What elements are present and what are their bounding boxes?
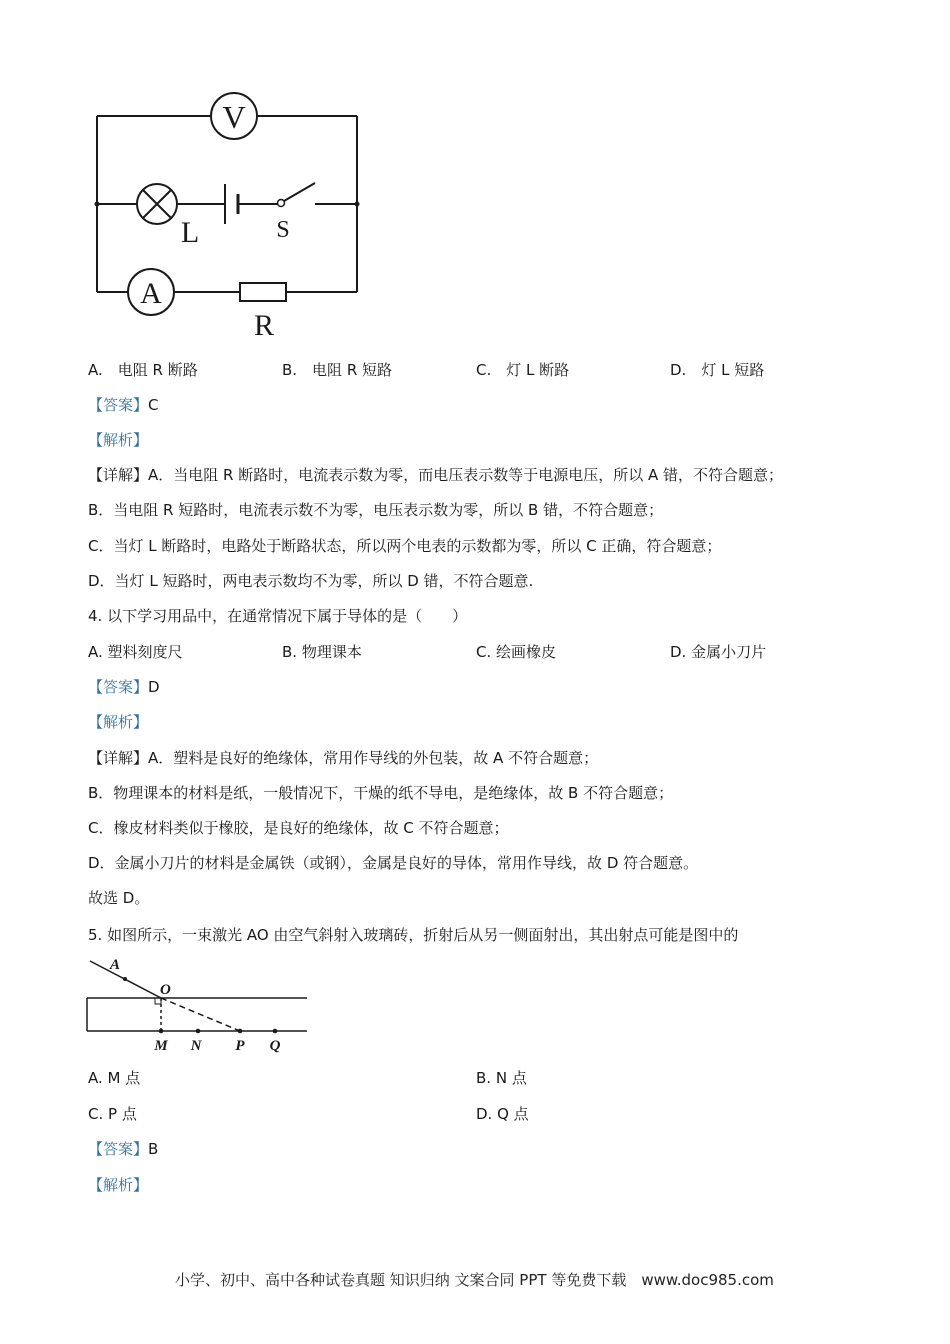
point-a-dot (123, 977, 127, 981)
voltmeter-symbol (211, 93, 257, 139)
answer-value: C (148, 396, 159, 414)
answer-tag: 【答案】 (88, 678, 149, 696)
q5-question: 5. 如图所示，一束激光 AO 由空气斜射入玻璃砖，折射后从另一侧面射出，其出射点可能是图中的 (88, 926, 739, 944)
label-n: N (190, 1038, 202, 1054)
answer-tag: 【答案】 (88, 396, 149, 414)
battery-symbol (225, 184, 238, 224)
q4-detail-line: 【详解】A．塑料是良好的绝缘体，常用作导线的外包装，故 A 不符合题意； (88, 749, 599, 767)
q3-analysis-tag: 【解析】 (88, 431, 149, 449)
q4-answer (88, 677, 160, 697)
q4-question: 4. 以下学习用品中，在通常情况下属于导体的是（ ） (88, 607, 468, 625)
resistor-label: R (253, 309, 275, 342)
circuit-diagram (80, 85, 380, 345)
label-m: M (154, 1038, 168, 1054)
switch-symbol (278, 200, 285, 207)
q4-conclusion: 故选 D。 (88, 889, 150, 907)
q4-detail-line: C．橡皮材料类似于橡胶，是良好的绝缘体，故 C 不符合题意； (88, 819, 509, 837)
page-footer: 小学、初中、高中各种试卷真题 知识归纳 文案合同 PPT 等免费下载 www.doc985.com (175, 1271, 774, 1289)
q5-analysis-tag: 【解析】 (88, 1176, 149, 1194)
resistor-symbol (240, 283, 286, 301)
q4-detail-line: D．金属小刀片的材料是金属铁（或钢），金属是良好的导体，常用作导线，故 D 符合题意。 (88, 854, 699, 872)
answer-value: D (148, 678, 160, 696)
q4-option-d: D. 金属小刀片 (670, 643, 767, 661)
voltmeter-label: V (222, 99, 246, 135)
q3-detail-line: B．当电阻 R 短路时，电流表示数不为零，电压表示数为零，所以 B 错，不符合题意； (88, 501, 664, 519)
q3-option-d: D. 灯 L 短路 (670, 361, 765, 379)
label-o: O (160, 982, 171, 998)
q5-answer (88, 1139, 158, 1159)
q4-analysis-tag: 【解析】 (88, 713, 149, 731)
q4-option-a: A. 塑料刻度尺 (88, 643, 183, 661)
point-p-dot (238, 1029, 243, 1034)
junction-dot (355, 202, 360, 207)
q5-option-c: C. P 点 (88, 1105, 137, 1123)
detail-tag: 【详解】 (88, 466, 149, 484)
q5-option-b: B. N 点 (476, 1069, 527, 1087)
lamp-label: L (180, 216, 200, 249)
point-q-dot (273, 1029, 278, 1034)
q3-detail-line: D．当灯 L 短路时，两电表示数均不为零，所以 D 错，不符合题意. (88, 572, 534, 590)
label-p: P (235, 1038, 245, 1054)
label-a: A (110, 957, 121, 973)
q3-answer (88, 395, 159, 415)
point-n-dot (196, 1029, 201, 1034)
q5-option-a: A. M 点 (88, 1069, 141, 1087)
refraction-diagram (85, 952, 310, 1057)
q4-option-b: B. 物理课本 (282, 643, 362, 661)
q3-option-a: A. 电阻 R 断路 (88, 361, 198, 379)
q4-detail-line: B．物理课本的材料是纸，一般情况下，干燥的纸不导电，是绝缘体，故 B 不符合题意； (88, 784, 674, 802)
ammeter-label: A (140, 277, 162, 310)
point-m-dot (159, 1029, 164, 1034)
q4-option-c: C. 绘画橡皮 (476, 643, 557, 661)
label-q: Q (269, 1038, 281, 1054)
switch-label: S (276, 217, 290, 243)
q3-detail-line: C．当灯 L 断路时，电路处于断路状态，所以两个电表的示数都为零，所以 C 正确，符合题意； (88, 537, 722, 555)
q3-detail-line: 【详解】A．当电阻 R 断路时，电流表示数为零，而电压表示数等于电源电压，所以 A 错，不符合题意； (88, 466, 784, 484)
answer-value: B (148, 1140, 159, 1158)
q3-option-b: B. 电阻 R 短路 (282, 361, 393, 379)
answer-tag: 【答案】 (88, 1140, 149, 1158)
q5-option-d: D. Q 点 (476, 1105, 529, 1123)
lamp-symbol (137, 184, 177, 224)
ammeter-symbol (128, 269, 174, 315)
q3-option-c: C. 灯 L 断路 (476, 361, 570, 379)
junction-dot (95, 202, 100, 207)
detail-tag: 【详解】 (88, 749, 149, 767)
